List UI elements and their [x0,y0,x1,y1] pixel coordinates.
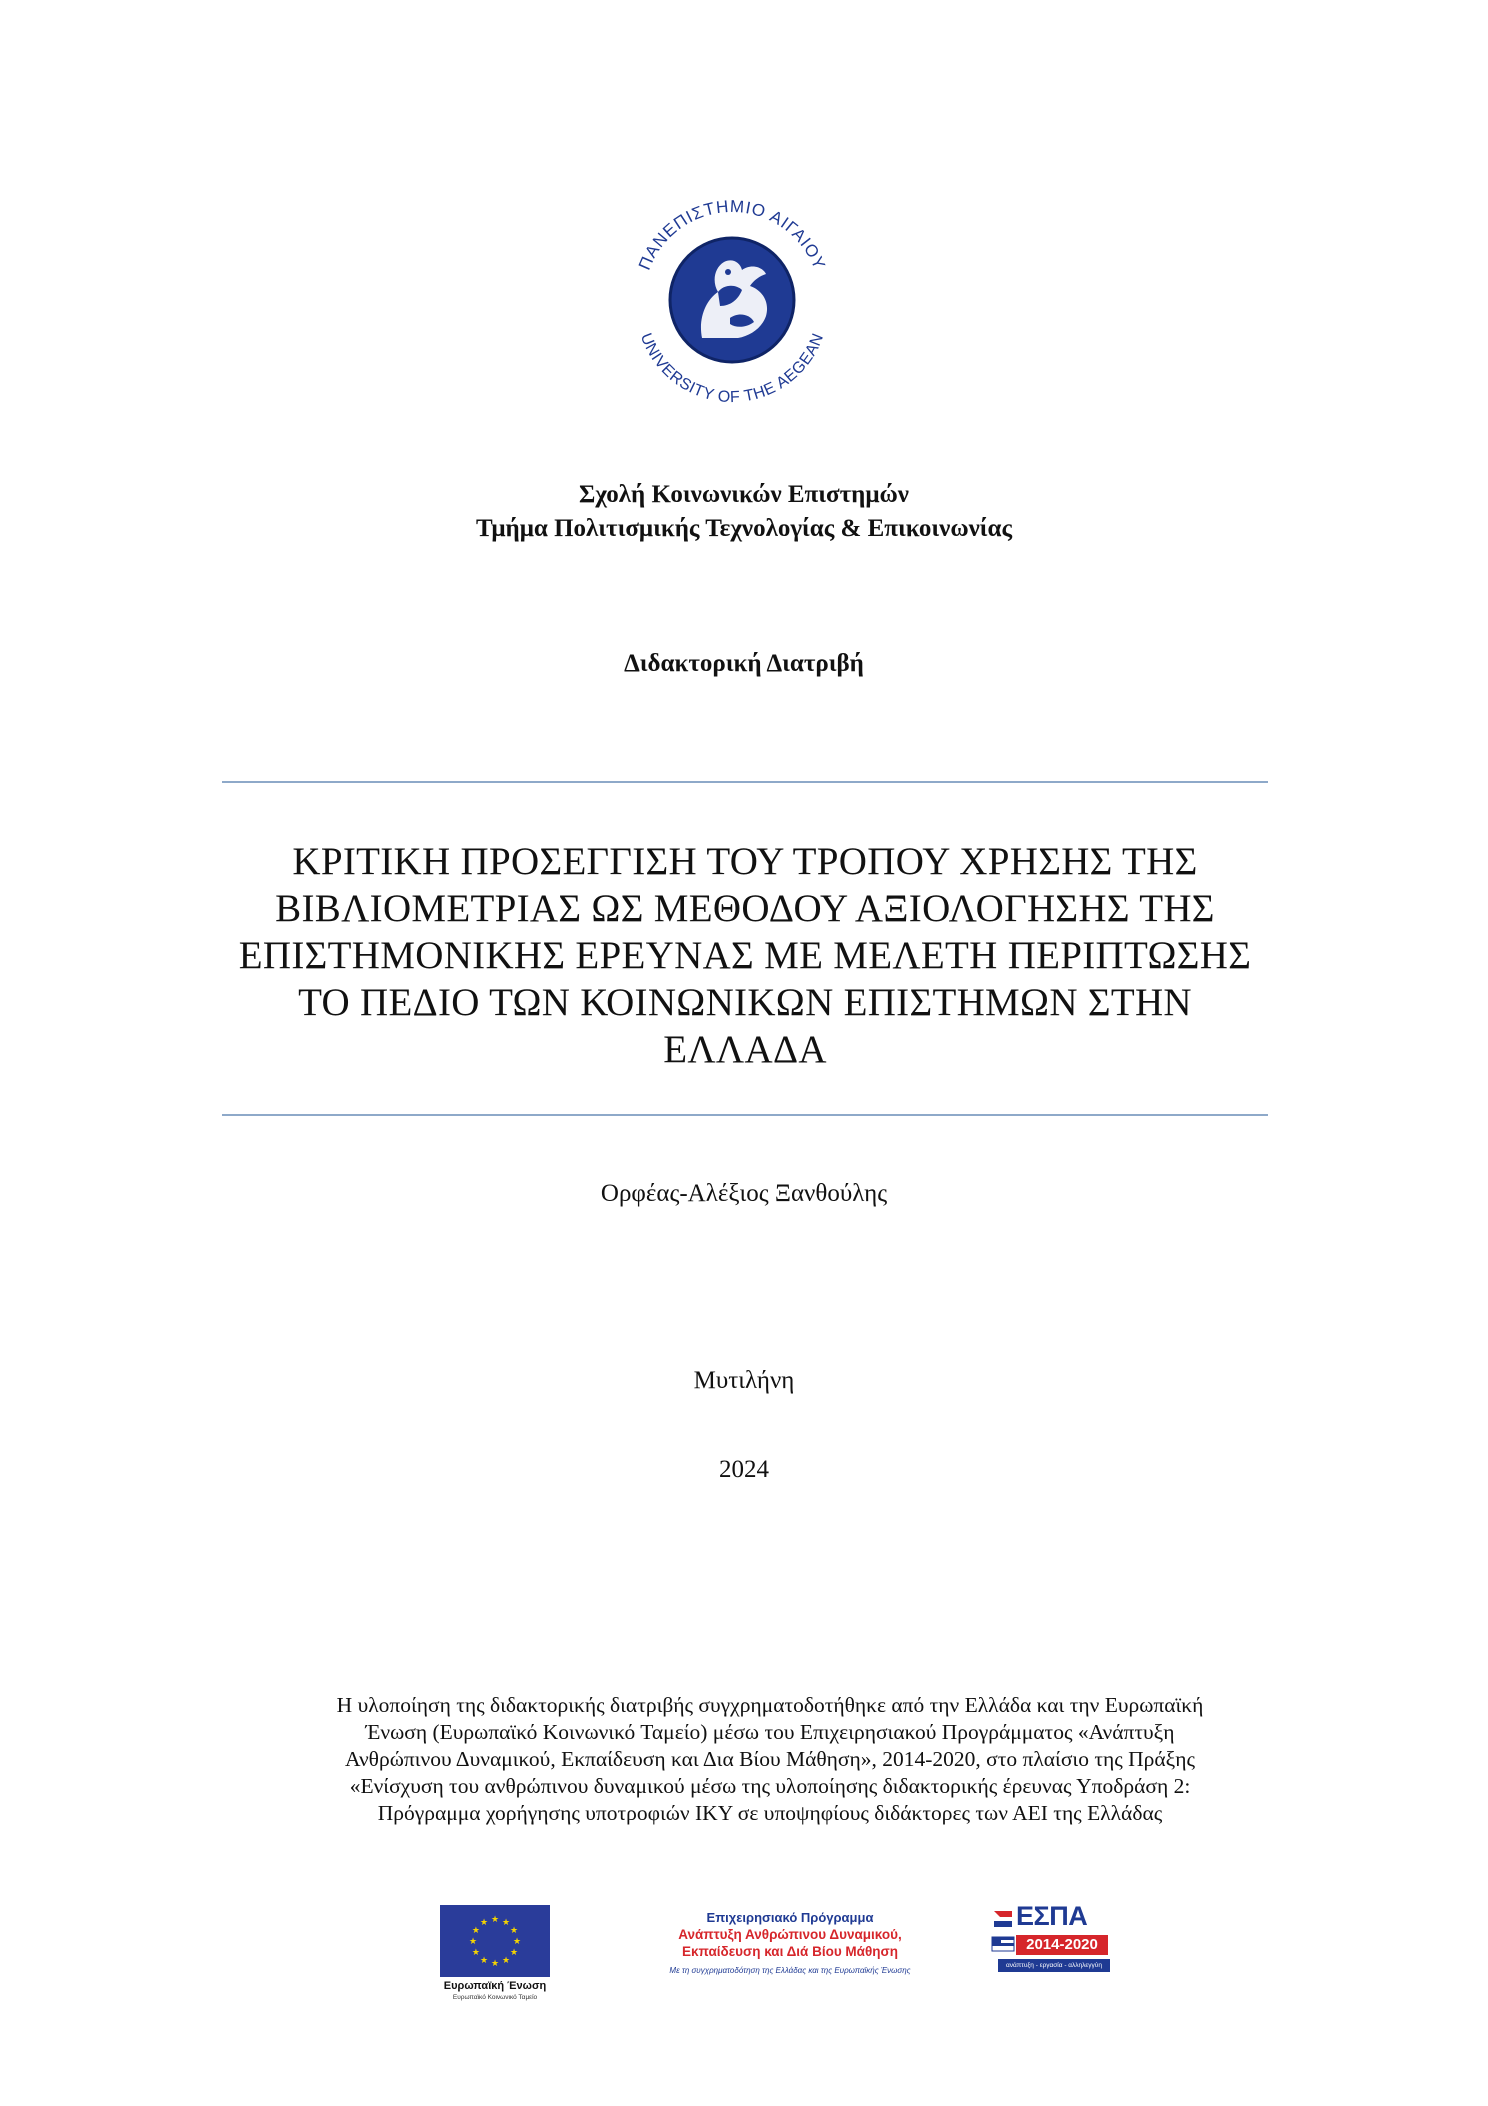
thesis-title [222,838,1268,1073]
funding-line: Ανθρώπινου Δυναμικού, Εκπαίδευση και Δια Βίου Μάθηση», 2014-2020, στο πλαίσιο της Πράξης [345,1747,1195,1771]
eu-caption: Ευρωπαϊκή Ένωση [443,1980,547,1992]
espa-logo [990,1901,1114,1977]
eu-star-icon: ★ [468,1936,478,1946]
espa-years: 2014-2020 [1016,1935,1108,1955]
eu-star-icon: ★ [471,1947,480,1957]
griffin-seal-icon [620,188,844,412]
op-name-line1: Ανάπτυξη Ανθρώπινου Δυναμικού, [678,1927,902,1942]
department-name: Τμήμα Πολιτισμικής Τεχνολογίας & Επικοινωνίας [475,515,1013,542]
eu-star-icon: ★ [510,1947,519,1957]
title-line: ΚΡΙΤΙΚΗ ΠΡΟΣΕΓΓΙΣΗ ΤΟΥ ΤΡΟΠΟΥ ΧΡΗΣΗΣ ΤΗΣ [292,840,1198,883]
title-rule-bottom [222,1114,1268,1116]
document-type: Διδακτορική Διατριβή [624,650,864,677]
eu-subcaption: Ευρωπαϊκό Κοινωνικό Ταμείο [452,1994,538,2001]
eu-star-icon: ★ [501,1955,511,1966]
eu-flag-icon [440,1905,550,1977]
op-name-line2: Εκπαίδευση και Διά Βίου Μάθηση [681,1944,899,1959]
school-heading [0,478,1488,546]
espa-tagline: ανάπτυξη - εργασία - αλληλεγγύη [998,1959,1110,1972]
year: 2024 [719,1456,769,1483]
op-cofunding-note: Με τη συγχρηματοδότηση της Ελλάδας και της Ευρωπαϊκής Ένωσης [669,1966,911,1975]
espa-mark-icon [990,1907,1016,1955]
eu-star-icon: ★ [479,1916,489,1927]
eu-star-icon: ★ [501,1916,511,1927]
place: Μυτιλήνη [693,1367,795,1394]
eu-star-icon: ★ [471,1925,480,1935]
seal-ring-bottom-text: UNIVERSITY OF THE AEGEAN [636,330,828,407]
seal-ring-top-text: ΠΑΝΕΠΙΣΤΗΜΙΟ ΑΙΓΑΙΟΥ [634,196,830,273]
op-title: Επιχειρησιακό Πρόγραμμα [706,1910,874,1925]
espa-title: ΕΣΠΑ [1016,1901,1088,1931]
operational-programme-logo [625,1910,955,2000]
funding-line: Ένωση (Ευρωπαϊκό Κοινωνικό Ταμείο) μέσω του Επιχειρησιακού Προγράμματος «Ανάπτυξη [365,1720,1175,1744]
funding-line: Η υλοποίηση της διδακτορικής διατριβής συγχρηματοδοτήθηκε από την Ελλάδα και την Ευρωπαϊκή [336,1693,1204,1717]
title-line: ΤΟ ΠΕΔΙΟ ΤΩΝ ΚΟΙΝΩΝΙΚΩΝ ΕΠΙΣΤΗΜΩΝ ΣΤΗΝ [298,981,1192,1024]
eu-star-icon: ★ [490,1914,500,1924]
school-name: Σχολή Κοινωνικών Επιστημών [579,481,909,508]
eu-star-icon: ★ [512,1936,522,1946]
eu-logo [440,1905,550,2003]
title-line: ΒΙΒΛΙΟΜΕΤΡΙΑΣ ΩΣ ΜΕΘΟΔΟΥ ΑΞΙΟΛΟΓΗΣΗΣ ΤΗΣ [275,887,1215,930]
university-seal [620,188,844,412]
title-line: ΕΠΙΣΤΗΜΟΝΙΚΗΣ ΕΡΕΥΝΑΣ ΜΕ ΜΕΛΕΤΗ ΠΕΡΙΠΤΩΣΗΣ [238,934,1252,977]
title-rule-top [222,781,1268,783]
author-name: Ορφέας-Αλέξιος Ξανθούλης [600,1180,888,1207]
funding-line: Πρόγραμμα χορήγησης υποτροφιών ΙΚΥ σε υποψηφίους διδάκτορες των ΑΕΙ της Ελλάδας [377,1801,1163,1825]
eu-star-icon: ★ [490,1958,500,1968]
funding-line: «Ενίσχυση του ανθρώπινου δυναμικού μέσω της υλοποίησης διδακτορικής έρευνας Υποδράση 2: [349,1774,1191,1798]
title-line: ΕΛΛΑΔΑ [663,1028,827,1071]
eu-star-icon: ★ [479,1955,489,1966]
eu-star-icon: ★ [510,1925,519,1935]
funding-statement [250,1692,1290,1827]
